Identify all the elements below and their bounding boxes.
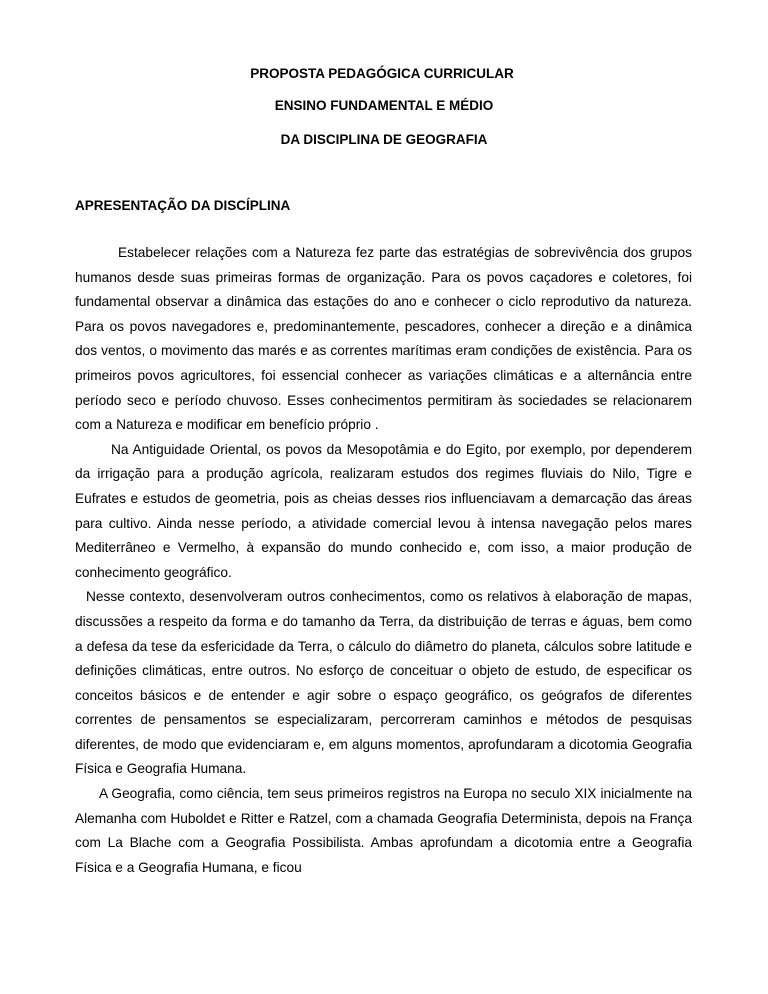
section-heading: APRESENTAÇÃO DA DISCÍPLINA bbox=[75, 198, 291, 213]
document-title-line-3: DA DISCIPLINA DE GEOGRAFIA bbox=[280, 132, 488, 147]
paragraph-1: Estabelecer relações com a Natureza fez parte das estratégias de sobrevivência dos grupos humanos desde suas primeiras formas de organização. Para os povos caçadores e coletores, foi fundamental observar a dinâmica das estações do ano e conhecer o ciclo reprodutivo da natureza. Para os povos navegadores e, predominantemente, pescadores, conhecer a direção e a dinâmica dos ventos, o movimento das marés e as correntes marítimas eram condições de existência. Para os primeiros povos agricultores, foi essencial conhecer as variações climáticas e a alternância entre período seco e período chuvoso. Esses conhecimentos permitiram às sociedades se relacionarem com a Natureza e modificar em benefício próprio . bbox=[75, 245, 692, 433]
document-title-line-2: ENSINO FUNDAMENTAL E MÉDIO bbox=[274, 98, 494, 113]
paragraph-3: Nesse contexto, desenvolveram outros conhecimentos, como os relativos à elaboração de mapas, discussões a respeito da forma e do tamanho da Terra, da distribuição de terras e águas, bem como a defesa da tese da esfericidade da Terra, o cálculo do diâmetro do planeta, cálculos sobre latitude e definições climáticas, entre outros. No esforço de conceituar o objeto de estudo, de especificar os conceitos básicos e de entender e agir sobre o espaço geográfico, os geógrafos de diferentes correntes de pensamentos se especializaram, percorreram caminhos e métodos de pesquisas diferentes, de modo que evidenciaram e, em alguns momentos, aprofundaram a dicotomia Geografia Física e Geografia Humana. bbox=[75, 589, 692, 777]
document-title-line-1: PROPOSTA PEDAGÓGICA CURRICULAR bbox=[250, 66, 514, 81]
paragraph-2: Na Antiguidade Oriental, os povos da Mesopotâmia e do Egito, por exemplo, por dependerem da irrigação para a produção agrícola, realizaram estudos dos regimes fluviais do Nilo, Tigre e Eufrates e estudos de geometria, pois as cheias desses rios influenciavam a demarcação das áreas para cultivo. Ainda nesse período, a atividade comercial levou à intensa navegação pelos mares Mediterrâneo e Vermelho, à expansão do mundo conhecido e, com isso, a maior produção de conhecimento geográfico. bbox=[75, 441, 692, 580]
paragraph-4: A Geografia, como ciência, tem seus primeiros registros na Europa no seculo XIX inicialmente na Alemanha com Huboldet e Ritter e Ratzel, com a chamada Geografia Determinista, depois na França com La Blache com a Geografia Possibilista. Ambas aprofundam a dicotomia entre a Geografia Física e a Geografia Humana, e ficou bbox=[75, 786, 692, 875]
body-text bbox=[75, 241, 692, 880]
